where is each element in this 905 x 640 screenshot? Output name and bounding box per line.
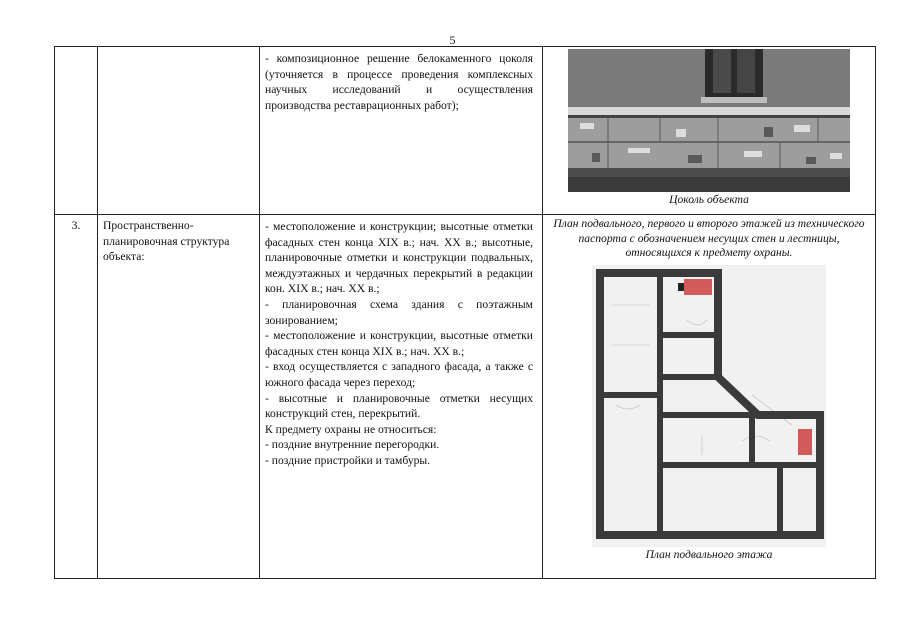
plinth-photo bbox=[568, 49, 850, 192]
description-paragraph: - поздние внутренние перегородки. bbox=[265, 438, 440, 452]
row-name-cell: Пространственно-планировочная структура объекта: bbox=[98, 215, 260, 579]
description-paragraph: К предмету охраны не относиться: bbox=[265, 422, 437, 436]
row-description-cell bbox=[260, 47, 543, 215]
basement-plan-drawing bbox=[592, 265, 826, 547]
row-description-cell bbox=[260, 215, 543, 579]
description-paragraph: - композиционное решение белокаменного цоколя (уточняется в процессе проведения комплексных научных исследований и осуществления производства реставрационных работ); bbox=[265, 52, 533, 112]
table-row bbox=[55, 215, 876, 579]
row-image-cell bbox=[543, 47, 876, 215]
photo-caption: Цоколь объекта bbox=[669, 193, 749, 206]
description-paragraph: - местоположение и конструкции, высотные отметки фасадных стен конца XIX в.; нач. XX в.; bbox=[265, 329, 533, 358]
page-number: 5 bbox=[449, 33, 456, 47]
description-paragraph: - планировочная схема здания с поэтажным зонированием; bbox=[265, 297, 533, 327]
description-paragraph: - высотные и планировочные отметки несущих конструкций стен, перекрытий. bbox=[265, 391, 533, 421]
description-paragraph: - поздние пристройки и тамбуры. bbox=[265, 453, 431, 467]
row-number-cell bbox=[55, 47, 98, 215]
row-image-cell bbox=[543, 215, 876, 579]
row-name-cell bbox=[98, 47, 260, 215]
row-number-cell: 3. bbox=[55, 215, 98, 579]
description-paragraph: - вход осуществляется с западного фасада, а также с южного фасада через переход; bbox=[265, 360, 533, 389]
plan-title: План подвального, первого и второго этажей из технического паспорта с обозначением несущих стен и лестницы, относящихся к предмету охраны. bbox=[553, 217, 865, 259]
plan-caption: План подвального этажа bbox=[645, 547, 773, 561]
protection-table bbox=[54, 46, 876, 579]
table-row bbox=[55, 47, 876, 215]
description-paragraph: - местоположение и конструкции; высотные отметки фасадных стен конца XIX в.; нач. XX в.; высотные, планировочные отметки и конструкции подвальных, междуэтажных и чердачных перекрытий в редакции кон. XIX в.; нач. XX в.; bbox=[265, 220, 533, 296]
